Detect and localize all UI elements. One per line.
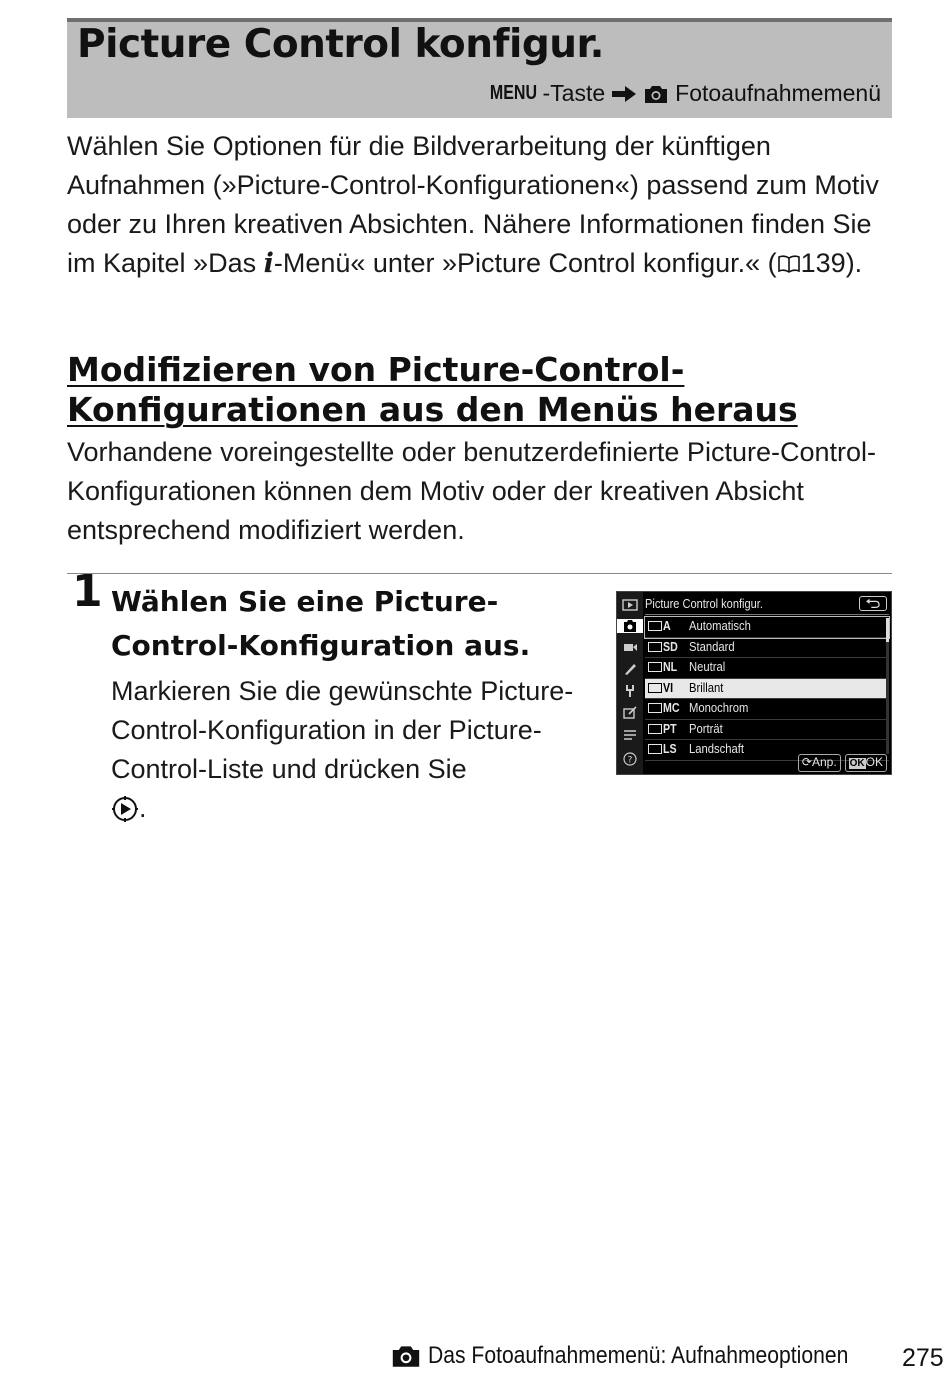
svg-text:?: ?	[627, 755, 633, 766]
picture-control-name: Neutral	[689, 660, 726, 674]
intro-paragraph	[67, 127, 897, 283]
picture-control-name: Automatisch	[689, 619, 751, 633]
intro-text-3: ).	[845, 248, 863, 278]
picture-control-icon	[648, 683, 662, 693]
help-icon[interactable]	[621, 752, 639, 766]
picture-control-icon	[648, 724, 662, 734]
picture-control-item[interactable]	[645, 720, 889, 741]
multi-selector-right-icon	[111, 795, 139, 823]
picture-control-code: VI	[663, 680, 674, 695]
step-title-line2: Control-Konfiguration aus.	[111, 629, 531, 662]
ok-button[interactable]	[845, 754, 887, 772]
step-title-line1: Wählen Sie eine Picture-	[111, 585, 499, 618]
menu-target: Fotoaufnahmemenü	[675, 80, 881, 106]
ok-label: OK	[865, 755, 883, 769]
camera-menu-screenshot	[616, 591, 892, 775]
page-title: Picture Control konfigur.	[77, 22, 604, 67]
camera-menu-title: Picture Control konfigur.	[645, 596, 763, 611]
camera-menu-header	[645, 594, 889, 615]
step-divider	[67, 573, 892, 574]
section-heading-line2: Konfigurationen aus den Menüs heraus	[67, 390, 798, 429]
picture-control-code: NL	[663, 660, 678, 674]
camera-menu-tabs	[617, 592, 643, 774]
movie-shooting-tab-icon[interactable]	[621, 640, 639, 654]
menu-path	[484, 80, 881, 107]
menu-key-suffix: -Taste	[542, 80, 606, 106]
page-reference-icon	[777, 254, 801, 274]
section-body: Vorhandene voreingestellte oder benutzerdefinierte Picture-Control-Konfigurationen können dem Motiv oder der kreativen Absicht entsprechend modifiziert werden.	[67, 437, 876, 545]
footer-section-title: Das Fotoaufnahmemenü: Aufnahmeoptionen	[428, 1342, 849, 1369]
picture-control-item[interactable]	[645, 617, 889, 638]
playback-tab-icon[interactable]	[621, 598, 639, 612]
step-body	[111, 672, 601, 828]
step-body-text: Markieren Sie die gewünschte Picture-Control-Konfiguration in der Picture-Control-Liste und drücken Sie	[111, 676, 574, 784]
ok-key: OK	[849, 758, 865, 769]
picture-control-name: Landschaft	[689, 742, 745, 756]
custom-settings-tab-icon[interactable]	[621, 662, 639, 676]
picture-control-name: Monochrom	[689, 701, 749, 715]
picture-control-item[interactable]	[645, 699, 889, 720]
title-bar	[67, 18, 892, 118]
picture-control-icon	[648, 621, 662, 631]
section-heading-line1: Modifizieren von Picture-Control-	[67, 350, 685, 389]
picture-control-list	[645, 617, 889, 761]
picture-control-code: PT	[663, 721, 677, 736]
arrow-right-icon	[611, 85, 637, 103]
picture-control-icon	[648, 744, 662, 754]
picture-control-icon	[648, 642, 662, 652]
retouch-tab-icon[interactable]	[621, 706, 639, 720]
photo-shooting-tab-icon[interactable]	[617, 619, 643, 633]
scrollbar[interactable]	[886, 618, 889, 754]
picture-control-name: Brillant	[689, 680, 724, 695]
picture-control-code: MC	[663, 701, 680, 715]
page-number: 275	[902, 1344, 944, 1372]
picture-control-name: Standard	[689, 639, 735, 654]
picture-control-item[interactable]	[645, 658, 889, 679]
adjust-button[interactable]: ⟳Anp.	[798, 754, 841, 772]
adjust-label: Anp.	[811, 755, 837, 769]
picture-control-code: A	[663, 619, 671, 633]
my-menu-tab-icon[interactable]	[621, 728, 639, 742]
back-icon[interactable]	[859, 596, 887, 611]
picture-control-item[interactable]	[645, 679, 889, 700]
menu-key: MENU	[489, 82, 537, 104]
camera-icon	[643, 84, 669, 104]
step-number: 1	[72, 566, 103, 617]
setup-tab-icon[interactable]	[621, 684, 639, 698]
intro-text-2: -Menü« unter »Picture Control konfigur.« (	[273, 248, 777, 278]
picture-control-code: SD	[663, 639, 678, 654]
camera-menu-footer	[798, 754, 887, 772]
picture-control-icon	[648, 703, 662, 713]
page-reference[interactable]: 139	[800, 248, 846, 278]
intro-text-1: Wählen Sie Optionen für die Bildverarbeitung der künftigen Aufnahmen (»Picture-Control-Konfigurationen«) passend zum Motiv oder zu Ihren kreativen Absichten. Nähere Informationen finden Sie im Kapitel »Das	[67, 131, 879, 278]
picture-control-name: Porträt	[689, 721, 723, 736]
page-footer	[0, 1340, 950, 1374]
camera-icon	[390, 1344, 422, 1368]
step-body-end: .	[139, 793, 147, 823]
step-title	[111, 580, 591, 668]
picture-control-item[interactable]	[645, 638, 889, 659]
footer-section	[390, 1342, 906, 1370]
picture-control-code: LS	[663, 742, 677, 756]
picture-control-icon	[648, 662, 662, 672]
i-menu-glyph: i	[263, 248, 274, 279]
section-heading	[67, 350, 897, 430]
